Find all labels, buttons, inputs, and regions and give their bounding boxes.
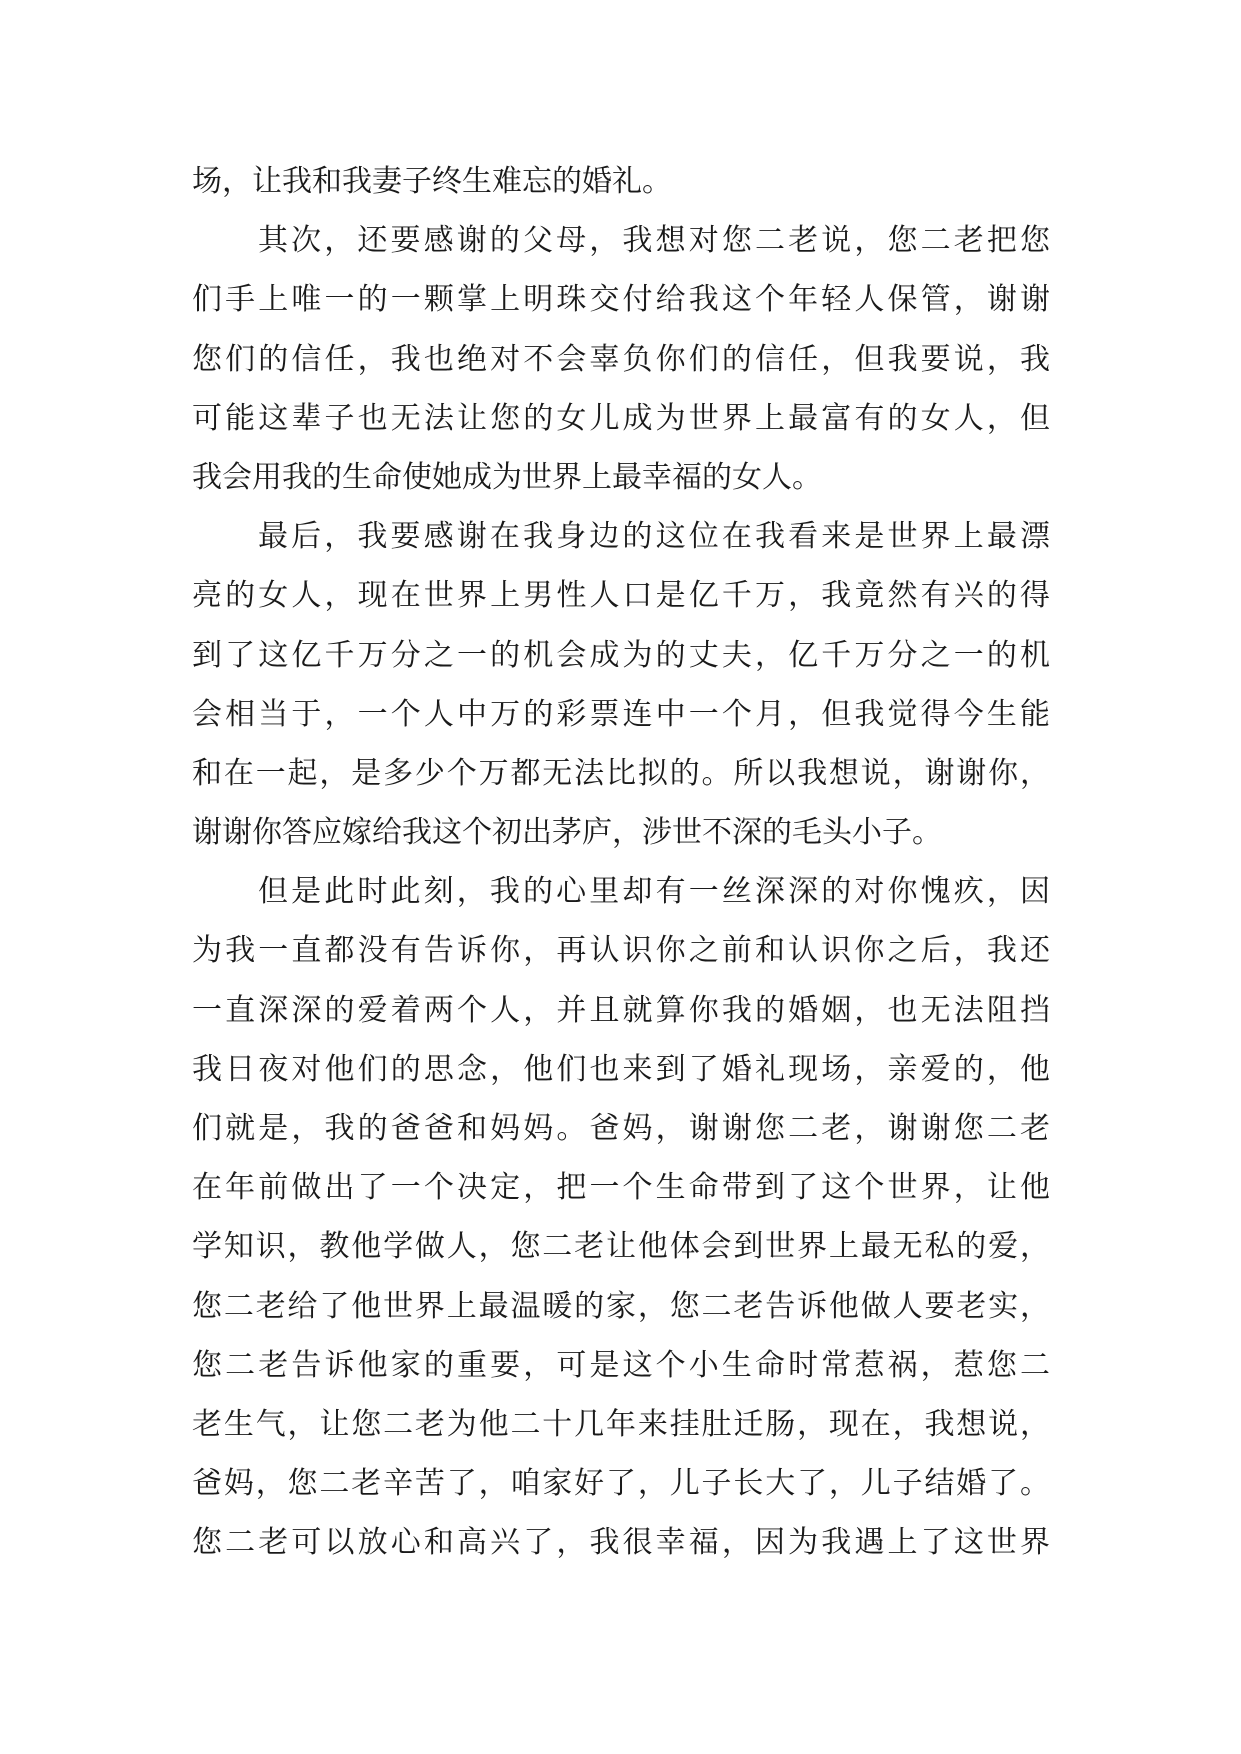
text-line: 您二老给了他世界上最温暖的家，您二老告诉他做人要老实， <box>192 1288 1050 1324</box>
text-line: 我日夜对他们的思念，他们也来到了婚礼现场，亲爱的，他 <box>192 1051 1050 1087</box>
text-line: 到了这亿千万分之一的机会成为的丈夫，亿千万分之一的机 <box>192 637 1050 673</box>
text-line: 亮的女人，现在世界上男性人口是亿千万，我竟然有兴的得 <box>192 578 1050 614</box>
text-line: 但是此时此刻，我的心里却有一丝深深的对你愧疚，因 <box>258 874 1050 910</box>
text-line: 您们的信任，我也绝对不会辜负你们的信任，但我要说，我 <box>192 341 1050 377</box>
document-body <box>192 152 1050 1573</box>
text-line: 会相当于，一个人中万的彩票连中一个月，但我觉得今生能 <box>192 696 1050 732</box>
text-line: 最后，我要感谢在我身边的这位在我看来是世界上最漂 <box>258 519 1050 555</box>
text-line: 们就是，我的爸爸和妈妈。爸妈，谢谢您二老，谢谢您二老 <box>192 1111 1050 1146</box>
text-line: 您二老告诉他家的重要，可是这个小生命时常惹祸，惹您二 <box>192 1347 1050 1383</box>
text-line: 其次，还要感谢的父母，我想对您二老说，您二老把您 <box>258 223 1050 259</box>
text-line: 场，让我和我妻子终生难忘的婚礼。 <box>192 164 672 199</box>
text-line: 老生气，让您二老为他二十几年来挂肚迁肠，现在，我想说， <box>192 1406 1050 1442</box>
text-line: 学知识，教他学做人，您二老让他体会到世界上最无私的爱， <box>192 1229 1050 1265</box>
text-line: 一直深深的爱着两个人，并且就算你我的婚姻，也无法阻挡 <box>192 992 1050 1028</box>
text-line: 谢谢你答应嫁给我这个初出茅庐，涉世不深的毛头小子。 <box>192 815 942 851</box>
text-line: 们手上唯一的一颗掌上明珠交付给我这个年轻人保管，谢谢 <box>192 282 1050 318</box>
text-line: 我会用我的生命使她成为世界上最幸福的女人。 <box>192 459 822 495</box>
text-line: 和在一起，是多少个万都无法比拟的。所以我想说，谢谢你， <box>192 755 1050 791</box>
text-line: 可能这辈子也无法让您的女儿成为世界上最富有的女人，但 <box>192 400 1050 436</box>
text-line: 您二老可以放心和高兴了，我很幸福，因为我遇上了这世界 <box>192 1525 1050 1561</box>
text-line: 为我一直都没有告诉你，再认识你之前和认识你之后，我还 <box>192 933 1050 969</box>
text-line: 爸妈，您二老辛苦了，咱家好了，儿子长大了，儿子结婚了。 <box>192 1466 1050 1502</box>
text-line: 在年前做出了一个决定，把一个生命带到了这个世界，让他 <box>192 1170 1050 1206</box>
